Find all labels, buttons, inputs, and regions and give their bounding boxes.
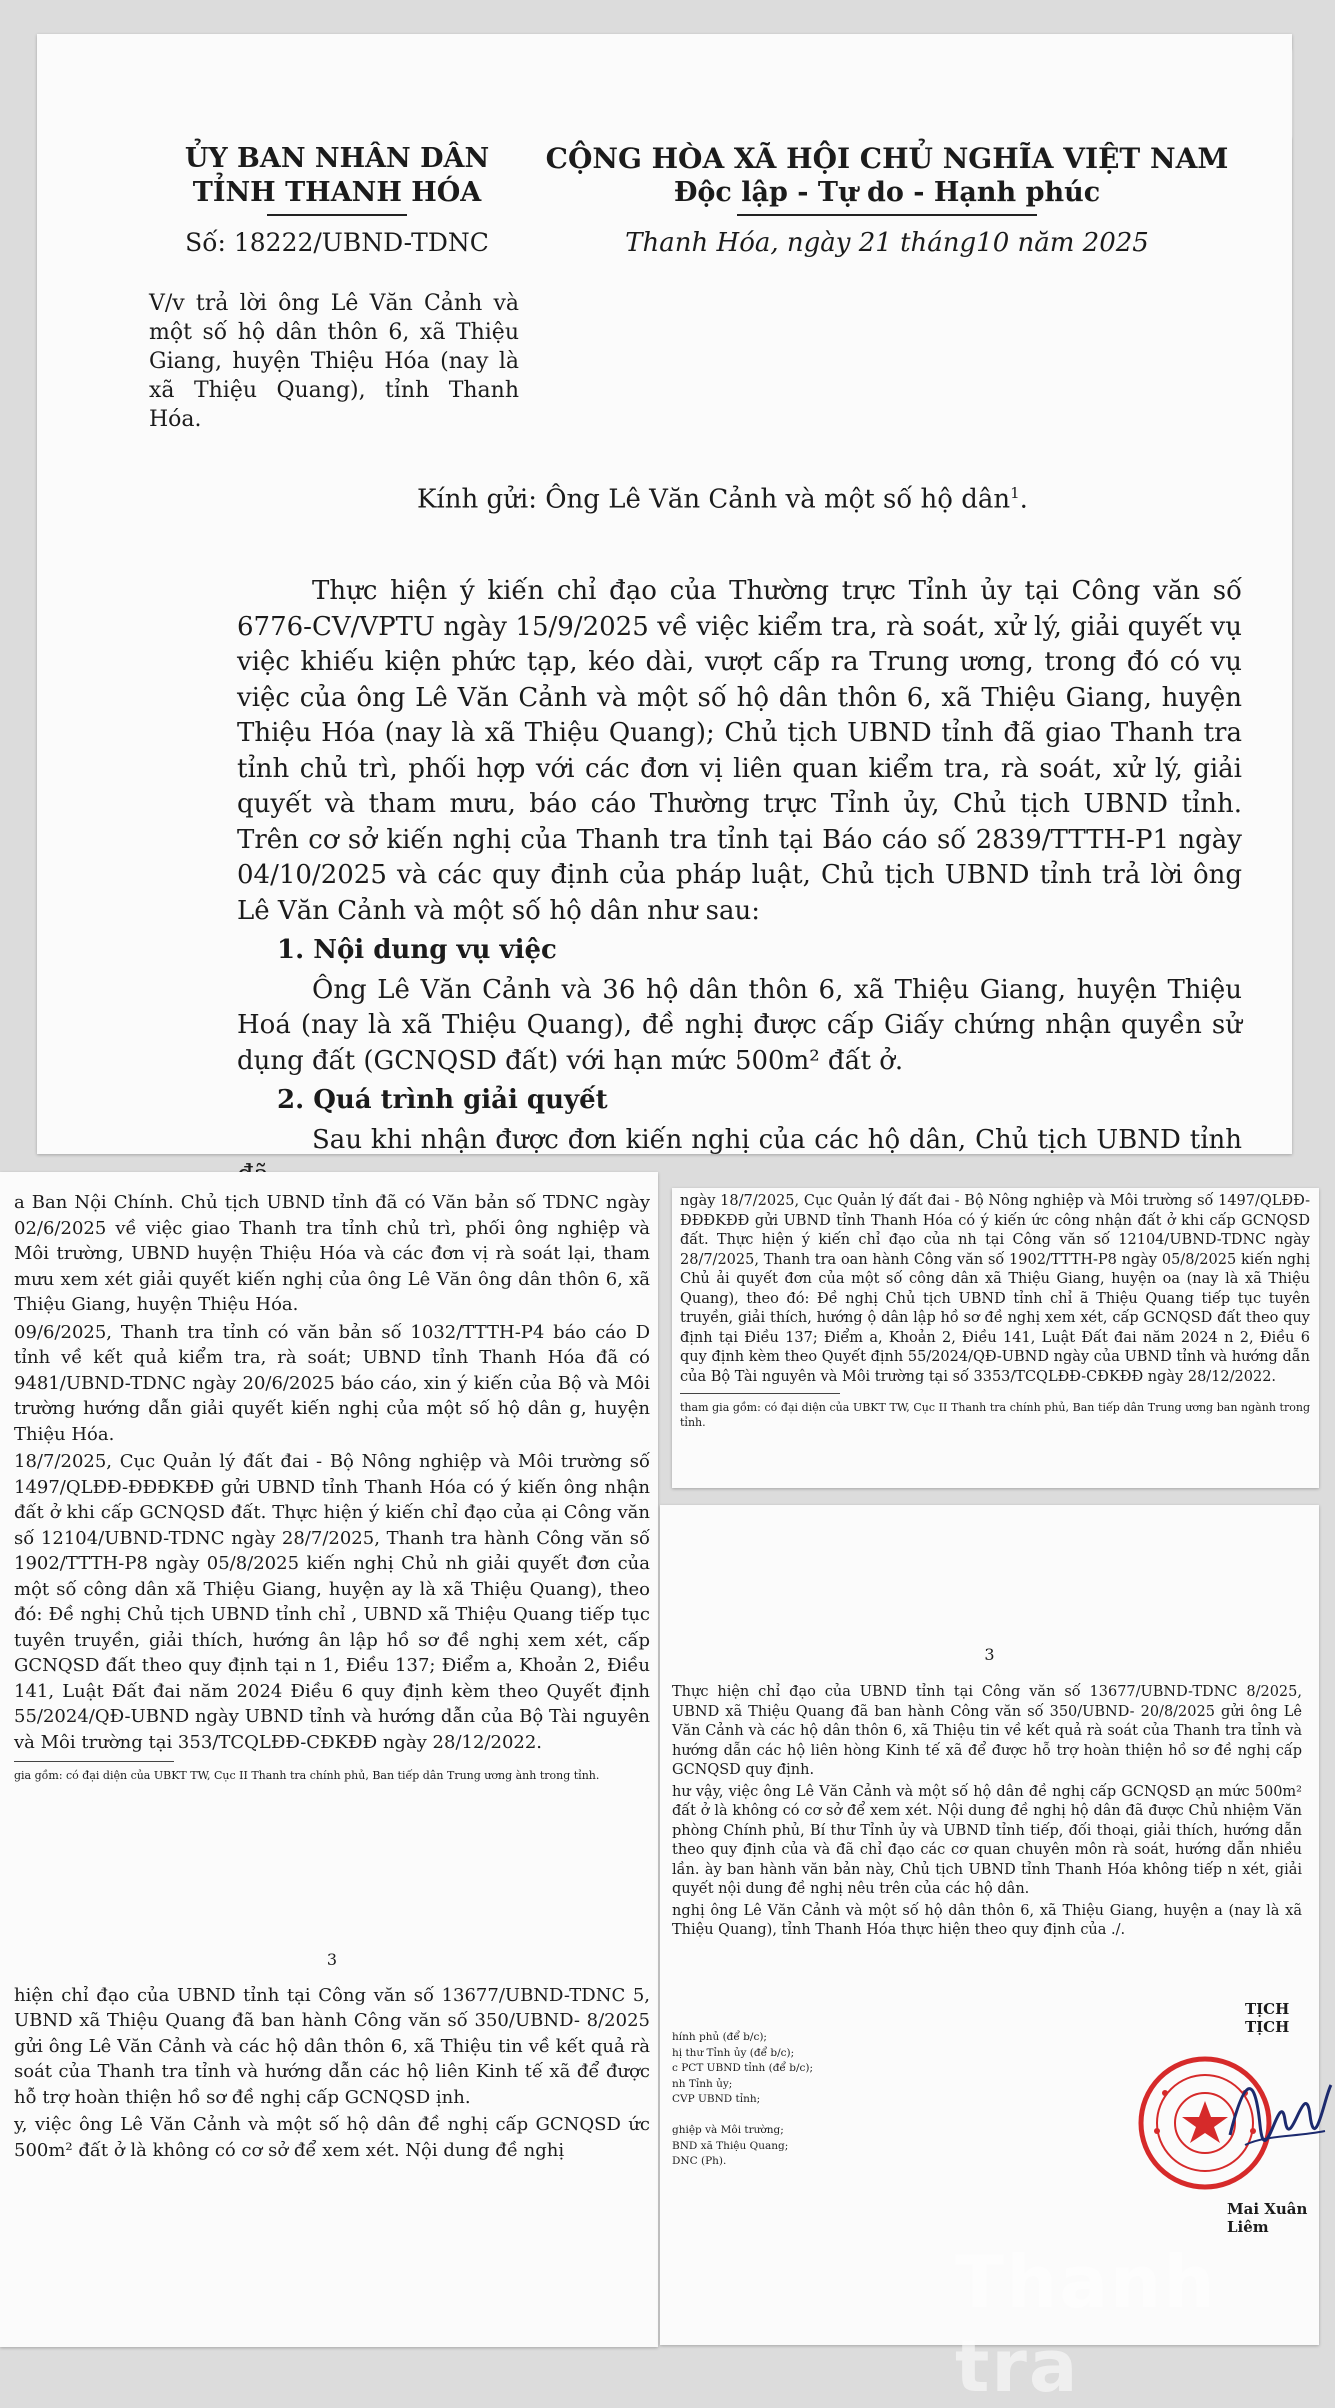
watermark: Thanh tra xyxy=(955,2240,1217,2408)
signature-icon xyxy=(1225,2065,1335,2155)
body-paragraph: a Ban Nội Chính. Chủ tịch UBND tỉnh đã có Văn bản số TDNC ngày 02/6/2025 về việc giao Thanh tra tỉnh chủ trì, phối ông nghiệp và Môi trường, UBND huyện Thiệu Hóa và các đơn vị rà soát lại, tham mưu xem xét giải quyết kiến nghị của ông Lê Văn ông dân thôn 6, xã Thiệu Giang, huyện Thiệu Hóa. xyxy=(14,1192,650,1315)
section-paragraph: Ông Lê Văn Cảnh và 36 hộ dân thôn 6, xã Thiệu Giang, huyện Thiệu Hoá (nay là xã Thiệu Quang), đề nghị được cấp Giấy chứng nhận quyền sử dụng đất (GCNQSD đất) với hạn mức 500m² đất ở. xyxy=(237,974,1242,1076)
footnote-marker: 1 xyxy=(1010,484,1020,502)
body-paragraph: hiện chỉ đạo của UBND tỉnh tại Công văn số 13677/UBND-TDNC 5, UBND xã Thiệu Quang đã ban hành Công văn số 350/UBND- 8/2025 gửi ông Lê Văn Cảnh và các hộ dân thôn 6, xã Thiệu tin về kết quả rà soát của Thanh tra tỉnh và hướng dẫn các hộ liên Kinh tế xã để được hỗ trợ hoàn thiện hồ sơ đề nghị cấp GCNQSD ịnh. xyxy=(14,1984,650,2108)
signer-name: Mai Xuân Liêm xyxy=(1227,2200,1308,2236)
intro-paragraph: Thực hiện ý kiến chỉ đạo của Thường trực Tỉnh ủy tại Công văn số 6776-CV/VPTU ngày 15/9/2025 về việc kiểm tra, rà soát, xử lý, giải quyết vụ việc khiếu kiện phức tạp, kéo dài, vượt cấp ra Trung ương, trong đó có vụ việc của ông Lê Văn Cảnh và một số hộ dân thôn 6, xã Thiệu Giang, huyện Thiệu Hóa (nay là xã Thiệu Quang); Chủ tịch UBND tỉnh đã giao Thanh tra tỉnh chủ trì, phối hợp với các đơn vị liên quan kiểm tra, rà soát, xử lý, giải quyết và tham mưu, báo cáo Thường trực Tỉnh ủy, Chủ tịch UBND tỉnh. Trên cơ sở kiến nghị của Thanh tra tỉnh tại Báo cáo số 2839/TTTH-P1 ngày 04/10/2025 và các quy định của pháp luật, Chủ tịch UBND tỉnh trả lời ông Lê Văn Cảnh và một số hộ dân như sau: xyxy=(237,576,1242,926)
issuer-name-line1: ỦY BAN NHÂN DÂN xyxy=(184,143,490,174)
signer-title: TỊCH TỊCH xyxy=(1245,2000,1290,2036)
section-heading: 2. Quá trình giải quyết xyxy=(277,1085,608,1115)
body-paragraph: hư vậy, việc ông Lê Văn Cảnh và một số hộ dân đề nghị cấp GCNQSD ạn mức 500m² đất ở là không có cơ sở để xem xét. Nội dung đề nghị hộ dân đã được Chủ nhiệm Văn phòng Chính phủ, Bí thư Tỉnh ủy và UBND tỉnh tiếp, đối thoại, giải thích, hướng dẫn theo quy định của và đã chỉ đạo các cơ quan chuyên môn rà soát, hướng dẫn nhiều lần. ày ban hành văn bản này, Chủ tịch UBND tỉnh Thanh Hóa không tiếp n xét, giải quyết nội dung đề nghị nêu trên của các hộ dân. xyxy=(672,1783,1302,1897)
footnote: tham gia gồm: có đại diện của UBKT TW, Cục II Thanh tra chính phủ, Ban tiếp dân Trung ương ban ngành trong tỉnh. xyxy=(680,1401,1310,1429)
recipient-item: hị thư Tỉnh ủy (để b/c); xyxy=(672,2046,795,2059)
recipient-list xyxy=(672,2030,922,2170)
national-motto: Độc lập - Tự do - Hạnh phúc xyxy=(673,177,1101,208)
footnote-divider xyxy=(680,1393,840,1394)
page-number: 3 xyxy=(984,1645,995,1664)
issuer-name-line2: TỈNH THANH HÓA xyxy=(192,177,482,208)
nation-title: CỘNG HÒA XÃ HỘI CHỦ NGHĨA VIỆT NAM xyxy=(545,142,1229,175)
document-subject: V/v trả lời ông Lê Văn Cảnh và một số hộ dân thôn 6, xã Thiệu Giang, huyện Thiệu Hóa (nay là xã Thiệu Quang), tỉnh Thanh Hóa. xyxy=(149,291,519,432)
divider xyxy=(737,214,1037,216)
document-page-4 xyxy=(660,1505,1319,2345)
body-paragraph: 18/7/2025, Cục Quản lý đất đai - Bộ Nông nghiệp và Môi trường số 1497/QLĐĐ-ĐĐĐKĐĐ gửi UBND tỉnh Thanh Hóa có ý kiến ông nhận đất ở khi cấp GCNQSD đất. Thực hiện ý kiến chỉ đạo của ại Công văn số 12104/UBND-TDNC ngày 28/7/2025, Thanh tra hành Công văn số 1902/TTTH-P8 ngày 05/8/2025 kiến nghị Chủ nh giải quyết đơn của một số công dân xã Thiệu Giang, huyện ay là xã Thiệu Quang), theo đó: Đề nghị Chủ tịch UBND tỉnh chỉ , UBND xã Thiệu Quang tiếp tục tuyên truyền, giải thích, hướng ân lập hồ sơ đề nghị xem xét, cấp GCNQSD đất theo quy định tại n 1, Điều 137; Điểm a, Khoản 2, Điều 141, Luật Đất đai năm 2024 Điều 6 quy định kèm theo Quyết định 55/2024/QĐ-UBND ngày UBND tỉnh và hướng dẫn của Bộ Tài nguyên và Môi trường tại 353/TCQLĐĐ-CĐKĐĐ ngày 28/12/2022. xyxy=(14,1451,650,1753)
footnote: gia gồm: có đại diện của UBKT TW, Cục II Thanh tra chính phủ, Ban tiếp dân Trung ương ành trong tỉnh. xyxy=(14,1769,600,1782)
body-paragraph: y, việc ông Lê Văn Cảnh và một số hộ dân đề nghị cấp GCNQSD ức 500m² đất ở là không có cơ sở để xem xét. Nội dung đề nghị xyxy=(14,2114,650,2161)
section-paragraph: Sau khi nhận được đơn kiến nghị của các hộ dân, Chủ tịch UBND tỉnh xyxy=(312,1124,1242,1155)
recipient-item: ghiệp và Môi trường; xyxy=(672,2124,784,2136)
body-paragraph: 09/6/2025, Thanh tra tỉnh có văn bản số 1032/TTTH-P4 báo cáo D tỉnh về kết quả kiểm tra, rà soát; UBND tỉnh Thanh Hóa đã có 9481/UBND-TDNC ngày 20/6/2025 báo cáo, xin ý kiến của Bộ và Môi trường hướng dẫn giải quyết kiến nghị của một số hộ dân g, huyện Thiệu Hóa. xyxy=(14,1321,650,1445)
document-page-2 xyxy=(0,1172,658,2347)
document-page-1 xyxy=(37,34,1292,1154)
footnote-divider xyxy=(14,1761,174,1762)
section-heading: 1. Nội dung vụ việc xyxy=(277,935,557,965)
national-header xyxy=(537,142,1237,258)
recipient-item: nh Tỉnh ủy; xyxy=(672,2077,733,2090)
recipient-item: DNC (Ph). xyxy=(672,2155,727,2167)
recipient-item: hính phủ (để b/c); xyxy=(672,2031,767,2043)
recipient-item: c PCT UBND tỉnh (để b/c); xyxy=(672,2062,813,2074)
document-date: Thanh Hóa, ngày 21 tháng10 năm 2025 xyxy=(625,228,1149,258)
recipient-item: CVP UBND tỉnh; xyxy=(672,2093,761,2105)
recipient-text: Kính gửi: Ông Lê Văn Cảnh và một số hộ dân xyxy=(417,484,1011,515)
body-paragraph: Thực hiện chỉ đạo của UBND tỉnh tại Công văn số 13677/UBND-TDNC 8/2025, UBND xã Thiệu Quang đã ban hành Công văn số 350/UBND- 20/8/2025 gửi ông Lê Văn Cảnh và các hộ dân thôn 6, xã Thiệu tin về kết quả rà soát của Thanh tra tỉnh và hướng dẫn các hộ liên hòng Kinh tế xã để được hỗ trợ hoàn thiện hồ sơ đề nghị cấp GCNQSD quy định. xyxy=(672,1684,1302,1778)
recipient-item: BND xã Thiệu Quang; xyxy=(672,2139,789,2152)
issuer-header xyxy=(127,142,547,257)
body-paragraph: ngày 18/7/2025, Cục Quản lý đất đai - Bộ Nông nghiệp và Môi trường số 1497/QLĐĐ-ĐĐĐKĐĐ gửi UBND tỉnh Thanh Hóa có ý kiến ức công nhận đất ở khi cấp GCNQSD đất. Thực hiện ý kiến chỉ đạo của nh tại Công văn số 12104/UBND-TDNC ngày 28/7/2025, Thanh tra oan hành Công văn số 1902/TTTH-P8 ngày 05/8/2025 kiến nghị Chủ ải quyết đơn của một số công dân xã Thiệu Giang, huyện oa (nay là xã Thiệu Quang), theo đó: Đề nghị Chủ tịch UBND tỉnh chỉ ã Thiệu Quang tiếp tục tuyên truyền, giải thích, hướng ộ dân lập hồ sơ đề nghị xem xét, cấp GCNQSD đất theo quy định tại Điều 137; Điểm a, Khoản 2, Điều 141, Luật Đất đai năm 2024 n 2, Điều 6 quy định kèm theo Quyết định 55/2024/QĐ-UBND ngày của UBND tỉnh và hướng dẫn của Bộ Tài nguyên và Môi trường tại số 3353/TCQLĐĐ-CĐKĐĐ ngày 28/12/2022. xyxy=(680,1193,1310,1385)
body-paragraph: nghị ông Lê Văn Cảnh và một số hộ dân thôn 6, xã Thiệu Giang, huyện a (nay là xã Thiệu Quang), tỉnh Thanh Hóa thực hiện theo quy định của ./. xyxy=(672,1902,1302,1938)
recipient-line: Kính gửi: Ông Lê Văn Cảnh và một số hộ dân$^1$. xyxy=(417,484,1028,515)
divider xyxy=(267,214,407,216)
recipient-item xyxy=(672,2108,922,2124)
document-number: Số: 18222/UBND-TDNC xyxy=(185,228,489,257)
document-page-3 xyxy=(672,1188,1319,1488)
page-number: 3 xyxy=(326,1950,338,1969)
document-body xyxy=(237,574,1242,1161)
